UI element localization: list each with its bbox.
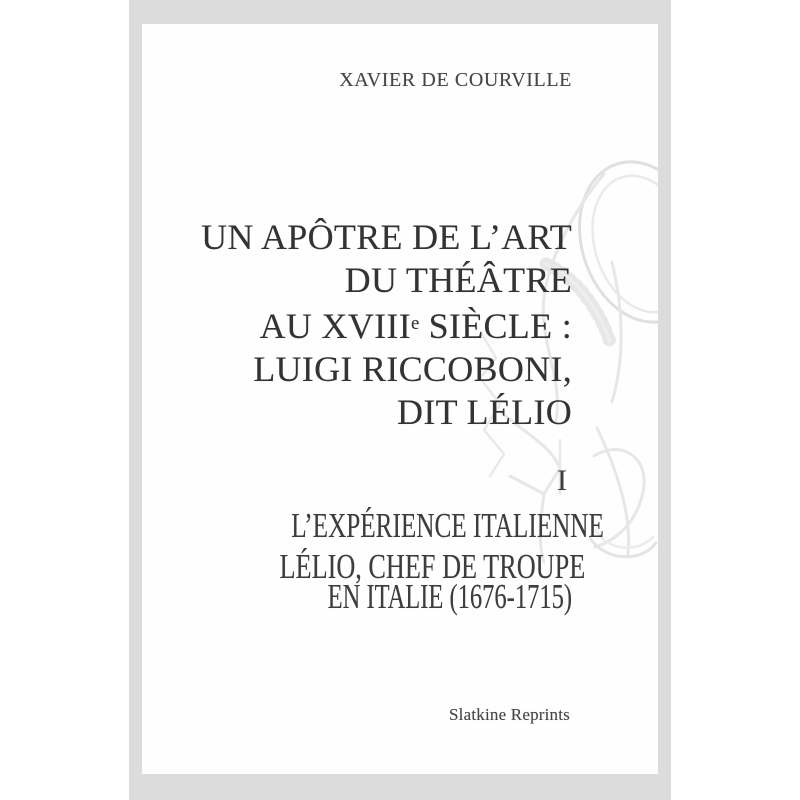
title-line-1: UN APÔTRE DE L’ART: [201, 217, 572, 257]
title-line-3-rest: SIÈCLE :: [419, 305, 572, 346]
volume-subtitle-line-1: LÉLIO, CHEF DE TROUPE: [279, 547, 586, 586]
ordinal-superscript: e: [410, 313, 420, 334]
book-title-page: [142, 24, 658, 774]
title-line-3: [182, 302, 572, 348]
title-line-4: LUIGI RICCOBONI,: [253, 348, 572, 389]
book-title: [182, 216, 572, 434]
volume-subtitle-line-2: EN ITALIE (1676-1715): [327, 577, 572, 616]
title-line-2: DU THÉÂTRE: [344, 260, 572, 300]
title-line-5: DIT LÉLIO: [397, 391, 572, 432]
part-number: I: [557, 464, 567, 497]
publisher-name: Slatkine Reprints: [449, 705, 570, 724]
volume-subtitle: [182, 547, 586, 616]
part-title: L’EXPÉRIENCE ITALIENNE: [291, 506, 604, 545]
title-line-3-text: AU XVIII: [259, 305, 411, 346]
author-name: XAVIER DE COURVILLE: [339, 69, 572, 91]
